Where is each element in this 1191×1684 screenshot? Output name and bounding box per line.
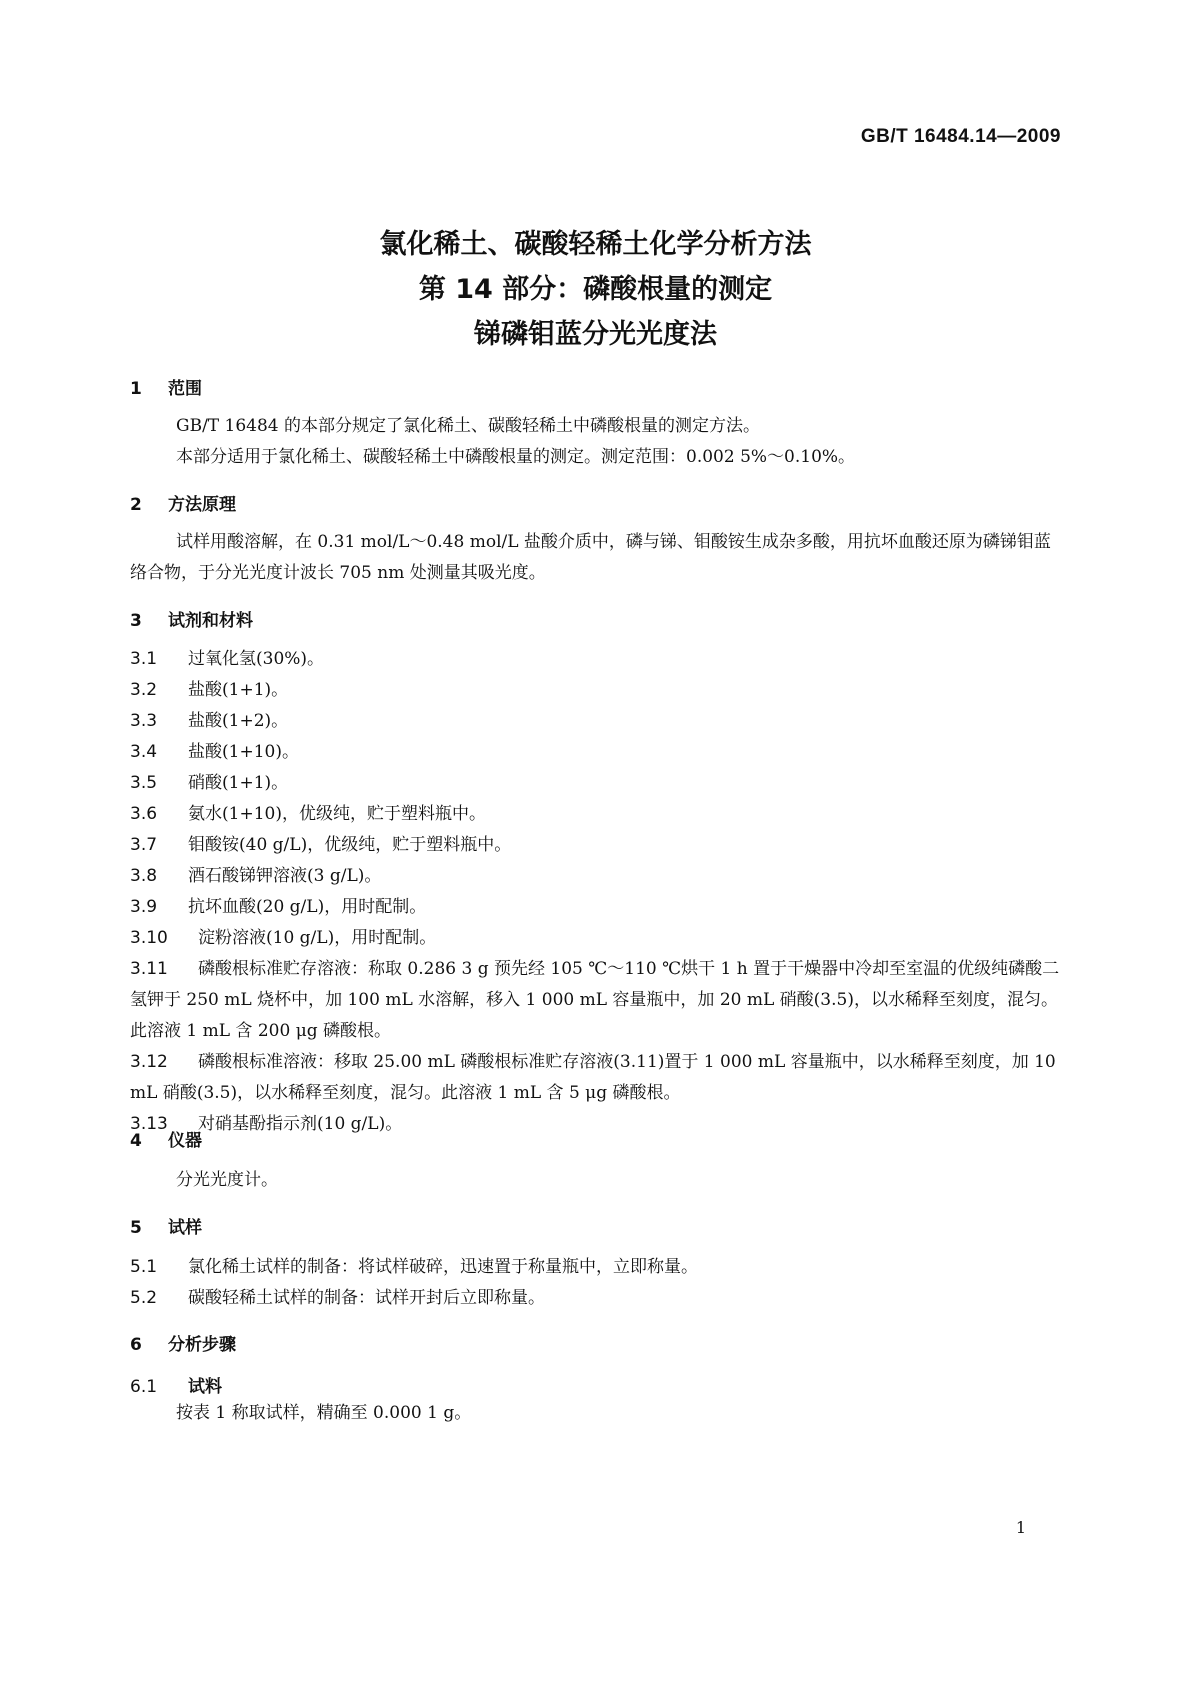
list-item: 3.7 钼酸铵(40 g/L)，优级纯，贮于塑料瓶中。	[130, 835, 512, 855]
list-item: 3.5 硝酸(1+1)。	[130, 773, 289, 793]
list-item: 3.9 抗坏血酸(20 g/L)，用时配制。	[130, 897, 427, 917]
list-item: 5.2 碳酸轻稀土试样的制备：试样开封后立即称量。	[130, 1288, 545, 1308]
section-heading-reagents: 3 试剂和材料	[130, 611, 253, 631]
section-heading-sample: 5 试样	[130, 1218, 202, 1238]
list-item: 3.4 盐酸(1+10)。	[130, 742, 299, 762]
title-line-2: 第 14 部分：磷酸根量的测定	[418, 274, 773, 305]
list-item: 3.10 淀粉溶液(10 g/L)，用时配制。	[130, 928, 437, 948]
section-heading-procedure: 6 分析步骤	[130, 1335, 236, 1355]
paragraph: 本部分适用于氯化稀土、碳酸轻稀土中磷酸根量的测定。测定范围：0.002 5%～0.10%。	[176, 447, 856, 467]
list-item: 3.6 氨水(1+10)，优级纯，贮于塑料瓶中。	[130, 804, 486, 824]
title-line-1: 氯化稀土、碳酸轻稀土化学分析方法	[379, 229, 812, 260]
paragraph: 试样用酸溶解，在 0.31 mol/L～0.48 mol/L 盐酸介质中，磷与锑、钼酸铵生成杂多酸，用抗坏血酸还原为磷锑钼蓝络合物，于分光光度计波长 705 nm 处测量其吸光度。	[130, 532, 1051, 583]
subsection-heading-test-portion: 6.1 试料	[130, 1377, 222, 1397]
title-line-3: 锑磷钼蓝分光光度法	[474, 319, 717, 350]
section-scope-body	[130, 411, 1108, 473]
paragraph: GB/T 16484 的本部分规定了氯化稀土、碳酸轻稀土中磷酸根量的测定方法。	[176, 416, 761, 436]
document-title	[0, 222, 1191, 357]
sample-list	[130, 1252, 1062, 1314]
standard-code: GB/T 16484.14—2009	[860, 126, 1061, 147]
list-item: 3.8 酒石酸锑钾溶液(3 g/L)。	[130, 866, 382, 886]
section-heading-principle: 2 方法原理	[130, 495, 236, 515]
section-heading-apparatus: 4 仪器	[130, 1131, 202, 1151]
section-heading-scope: 1 范围	[130, 379, 202, 399]
list-item: 3.1 过氧化氢(30%)。	[130, 649, 325, 669]
list-item: 3.13 对硝基酚指示剂(10 g/L)。	[130, 1114, 403, 1134]
reagent-list	[130, 644, 1062, 1140]
list-item: 3.12 磷酸根标准溶液：移取 25.00 mL 磷酸根标准贮存溶液(3.11)置于 1 000 mL 容量瓶中，以水稀释至刻度，加 10 mL 硝酸(3.5)，以水稀释至刻度，混匀。此溶液 1 mL 含 5 μg 磷酸根。	[130, 1052, 1056, 1103]
list-item: 3.2 盐酸(1+1)。	[130, 680, 289, 700]
list-item: 3.3 盐酸(1+2)。	[130, 711, 289, 731]
paragraph: 分光光度计。	[176, 1170, 278, 1190]
paragraph: 按表 1 称取试样，精确至 0.000 1 g。	[176, 1403, 472, 1423]
list-item: 5.1 氯化稀土试样的制备：将试样破碎，迅速置于称量瓶中，立即称量。	[130, 1257, 698, 1277]
page-number: 1	[1015, 1518, 1026, 1537]
list-item: 3.11 磷酸根标准贮存溶液：称取 0.286 3 g 预先经 105 ℃～110 ℃烘干 1 h 置于干燥器中冷却至室温的优级纯磷酸二氢钾于 250 mL 烧杯中，加 100 mL 水溶解，移入 1 000 mL 容量瓶中，加 20 mL 硝酸(3.5)，以水稀释至刻度，混匀。此溶液 1 mL 含 200 μg 磷酸根。	[130, 959, 1060, 1041]
